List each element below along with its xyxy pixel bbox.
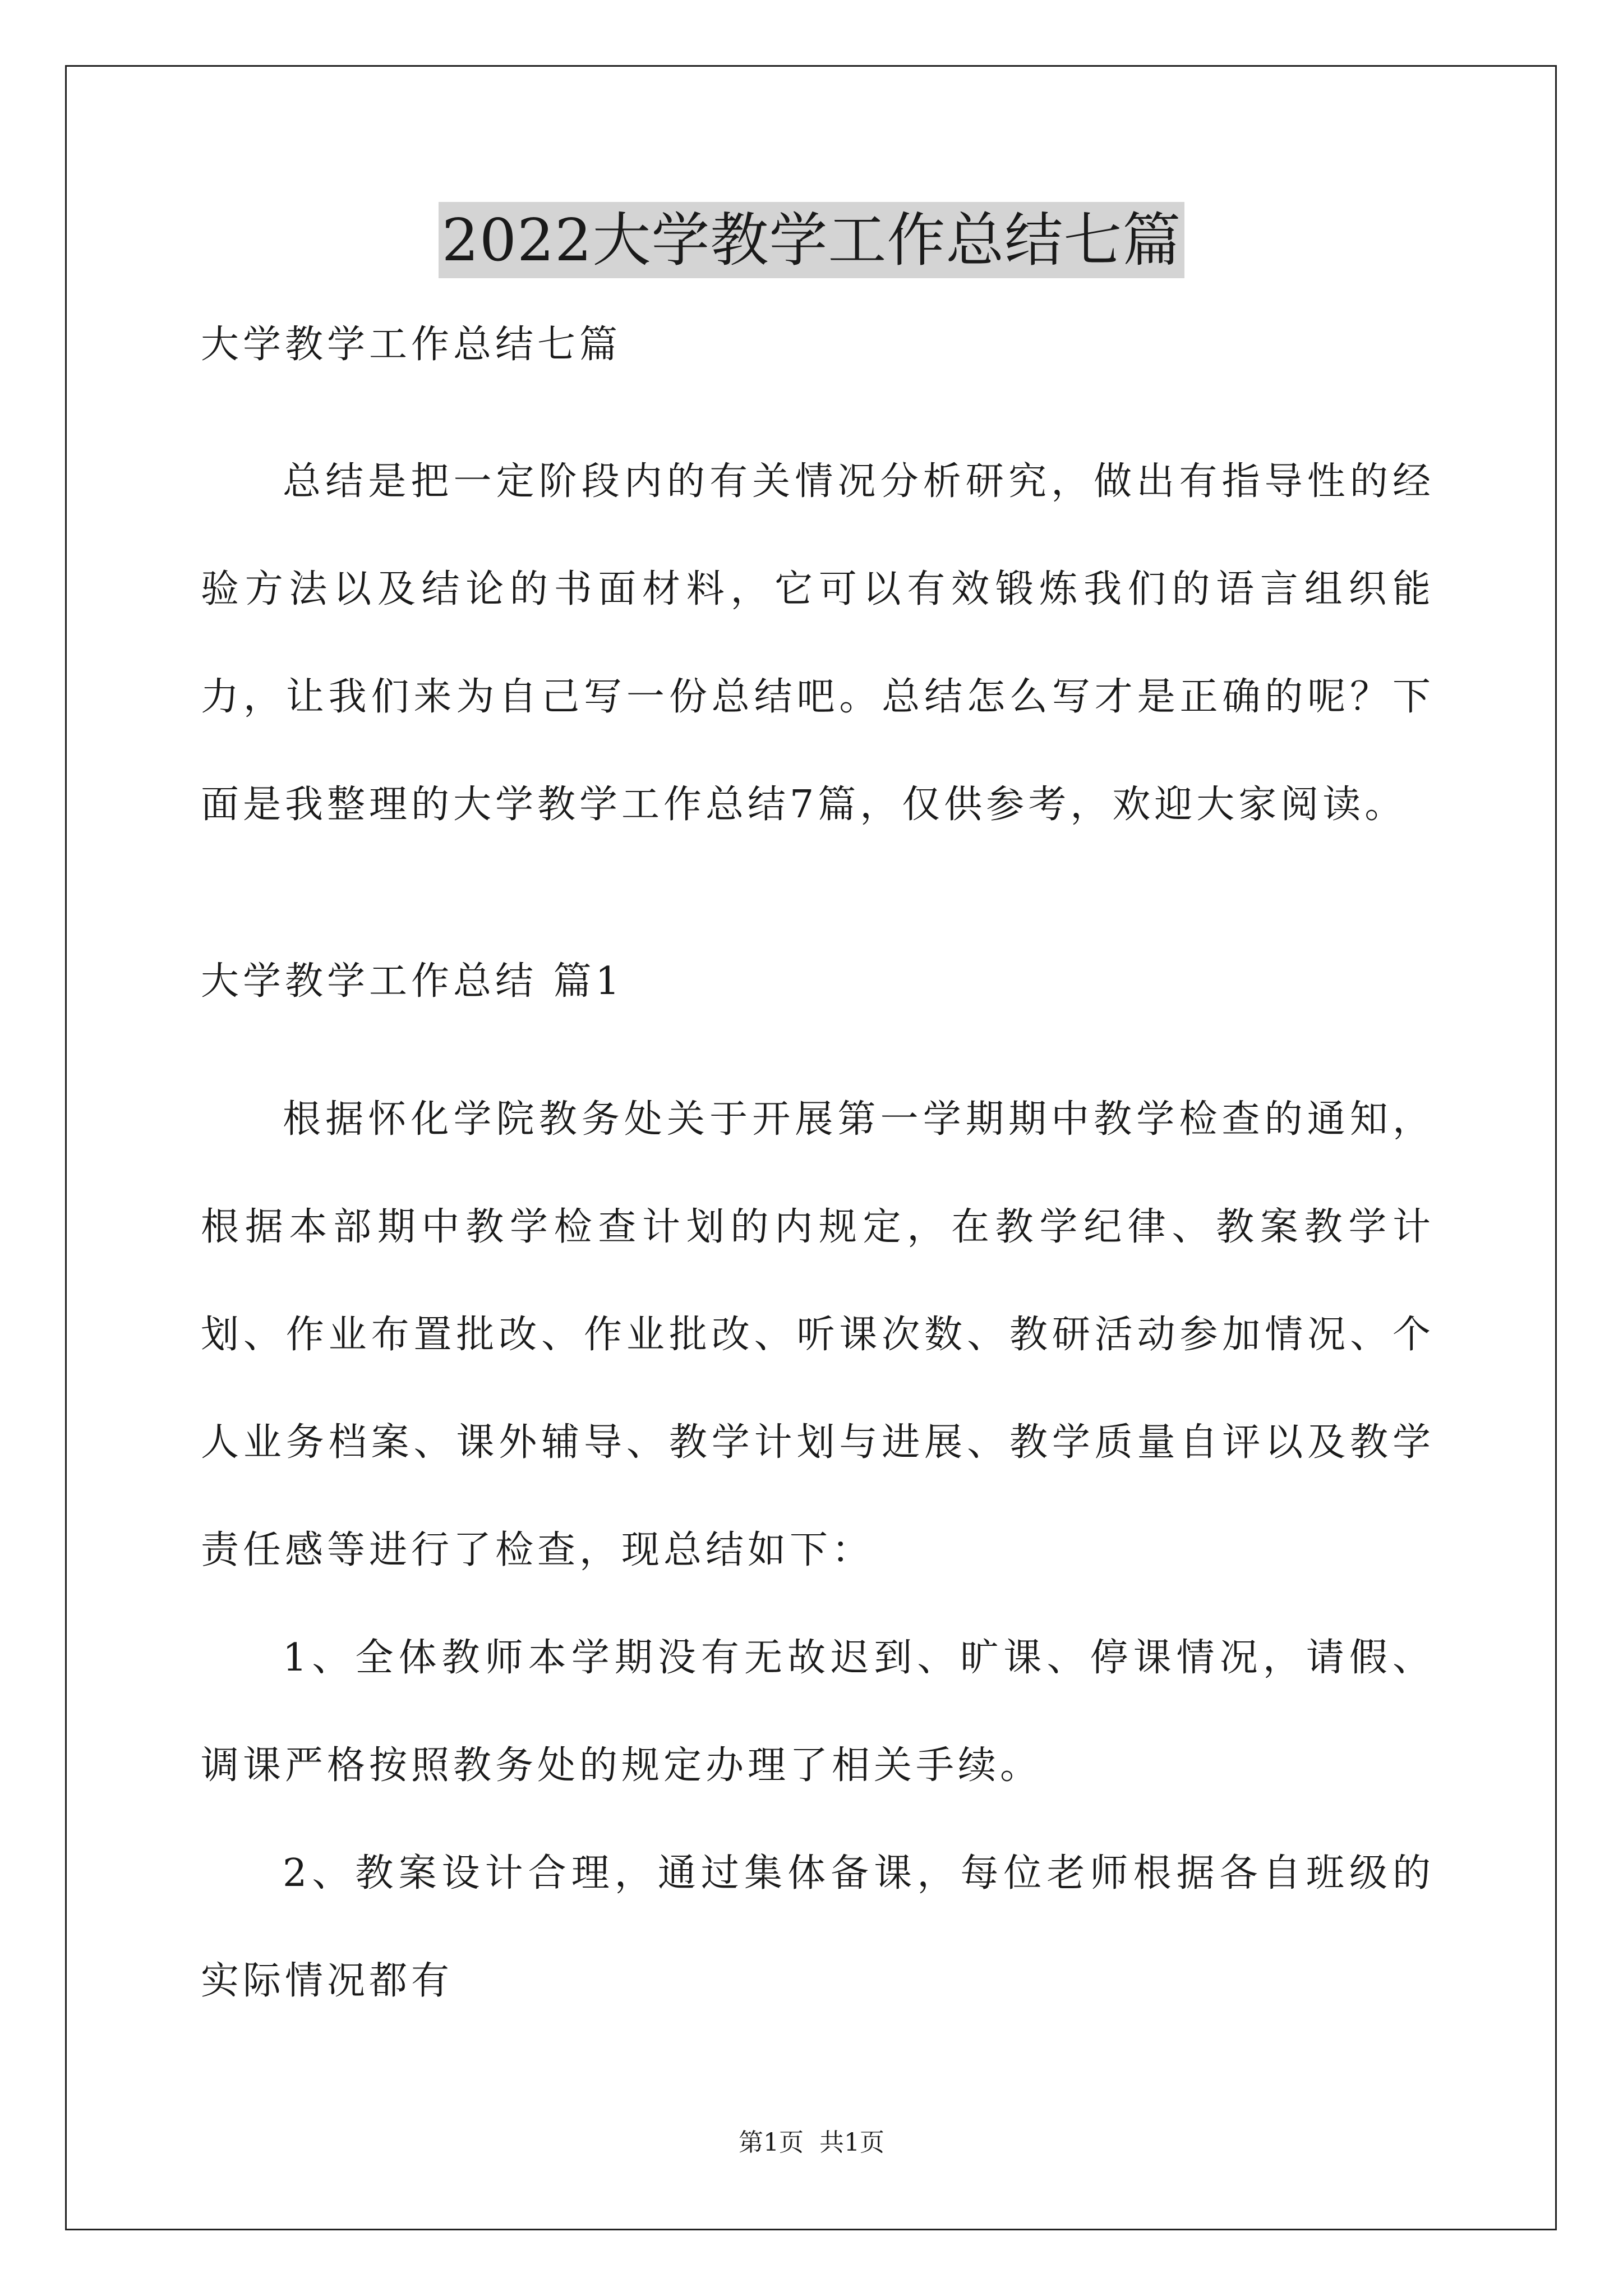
- section-body: [201, 1066, 1435, 2035]
- section-heading: 大学教学工作总结 篇1: [201, 959, 624, 1004]
- body-paragraph: 2、教案设计合理，通过集体备课，每位老师根据各自班级的实际情况都有: [201, 1851, 1435, 2003]
- page-number: 第1页: [739, 2128, 804, 2157]
- intro-block: [201, 428, 1435, 859]
- document-subtitle-block: [201, 311, 1435, 379]
- document-subtitle: 大学教学工作总结七篇: [201, 323, 622, 367]
- intro-paragraph: 总结是把一定阶段内的有关情况分析研究，做出有指导性的经验方法以及结论的书面材料，它可以有效锻炼我们的语言组织能力，让我们来为自己写一份总结吧。总结怎么写才是正确的呢？下面是我整理的大学教学工作总结7篇，仅供参考，欢迎大家阅读。: [201, 459, 1435, 827]
- document-title: 2022大学教学工作总结七篇: [439, 202, 1185, 278]
- page-footer: [0, 2126, 1623, 2160]
- page-total: 共1页: [819, 2128, 884, 2157]
- title-container: [0, 202, 1623, 278]
- body-paragraph: 根据怀化学院教务处关于开展第一学期期中教学检查的通知，根据本部期中教学检查计划的内规定，在教学纪律、教案教学计划、作业布置批改、作业批改、听课次数、教研活动参加情况、个人业务档案、课外辅导、教学计划与进展、教学质量自评以及教学责任感等进行了检查，现总结如下：: [201, 1097, 1435, 1572]
- body-paragraph: 1、全体教师本学期没有无故迟到、旷课、停课情况，请假、调课严格按照教务处的规定办理了相关手续。: [201, 1636, 1435, 1788]
- section-heading-block: [201, 948, 1435, 1015]
